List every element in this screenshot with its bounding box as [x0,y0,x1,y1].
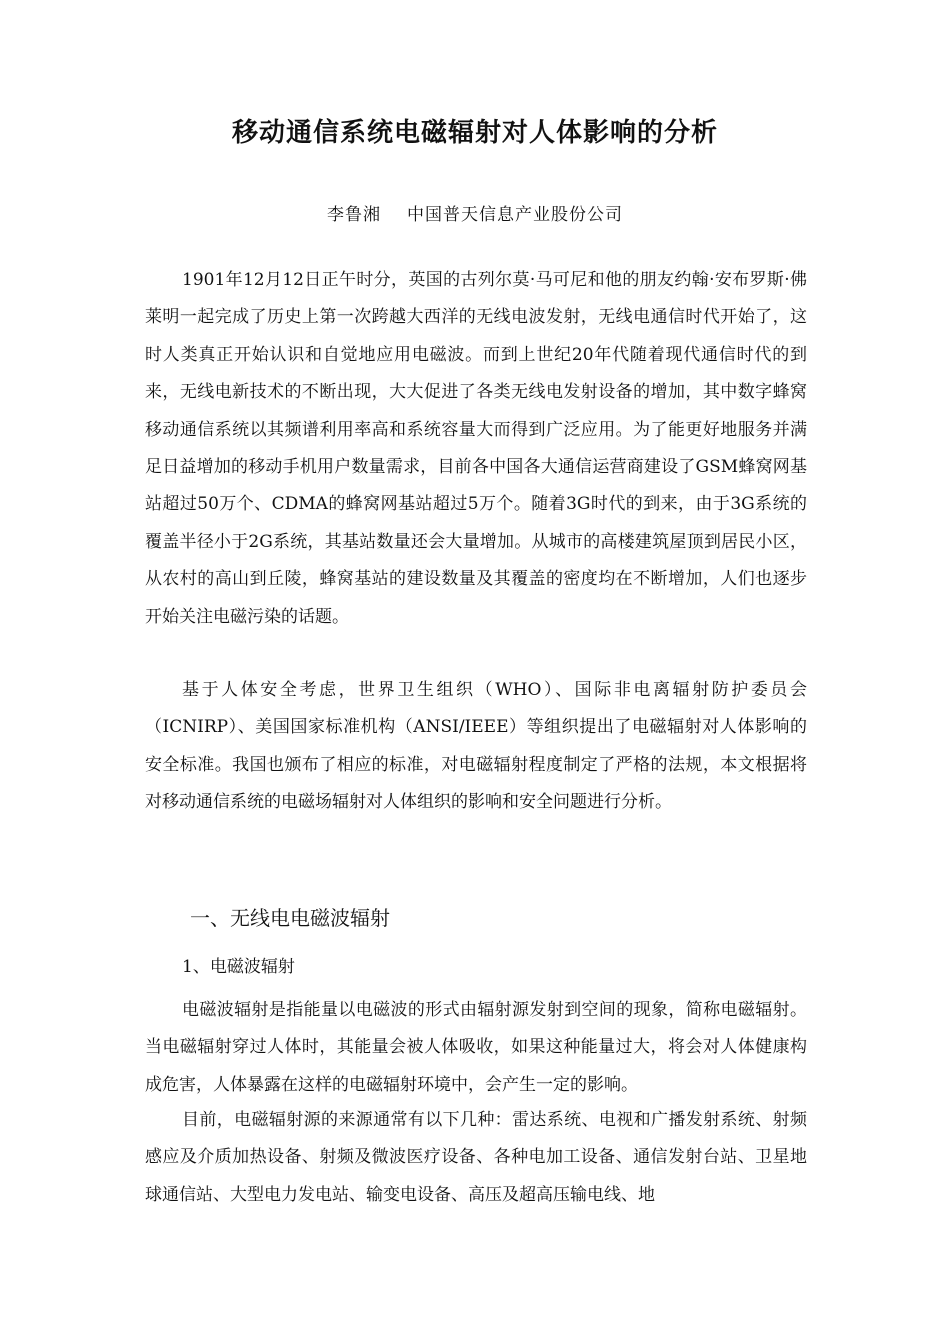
section-paragraph-2: 目前，电磁辐射源的来源通常有以下几种：雷达系统、电视和广播发射系统、射频感应及介质加热设备、射频及微波医疗设备、各种电加工设备、通信发射台站、卫星地球通信站、大型电力发电站、输变电设备、高压及超高压输电线、地 [145,1110,807,1205]
intro-paragraph-1: 1901年12月12日正午时分，英国的古列尔莫·马可尼和他的朋友约翰·安布罗斯·佛莱明一起完成了历史上第一次跨越大西洋的无线电波发射，无线电通信时代开始了，这时人类真正开始认识和自觉地应用电磁波。而到上世纪20年代随着现代通信时代的到来，无线电新技术的不断出现，大大促进了各类无线电发射设备的增加，其中数字蜂窝移动通信系统以其频谱利用率高和系统容量大而得到广泛应用。为了能更好地服务并满足日益增加的移动手机用户数量需求，目前各中国各大通信运营商建设了GSM蜂窝网基站超过50万个、CDMA的蜂窝网基站超过5万个。随着3G时代的到来，由于3G系统的覆盖半径小于2G系统，其基站数量还会大量增加。从城市的高楼建筑屋顶到居民小区，从农村的高山到丘陵，蜂窝基站的建设数量及其覆盖的密度均在不断增加，人们也逐步开始关注电磁污染的话题。 [145,270,807,627]
intro-paragraph-2: 基于人体安全考虑，世界卫生组织（WHO）、国际非电离辐射防护委员会（ICNIRP）、美国国家标准机构（ANSI/IEEE）等组织提出了电磁辐射对人体影响的安全标准。我国也颁布了相应的标准，对电磁辐射程度制定了严格的法规，本文根据将对移动通信系统的电磁场辐射对人体组织的影响和安全问题进行分析。 [145,680,807,813]
section-paragraph-1: 电磁波辐射是指能量以电磁波的形式由辐射源发射到空间的现象，简称电磁辐射。当电磁辐射穿过人体时，其能量会被人体吸收，如果这种能量过大，将会对人体健康构成危害，人体暴露在这样的电磁辐射环境中，会产生一定的影响。 [145,1000,807,1095]
byline [0,200,950,225]
author-organization: 中国普天信息产业股份公司 [407,205,623,225]
author-name: 李鲁湘 [327,205,381,225]
subsection-heading: 1、电磁波辐射 [182,957,295,977]
section-heading: 一、无线电电磁波辐射 [190,906,390,930]
document-title: 移动通信系统电磁辐射对人体影响的分析 [231,118,718,148]
